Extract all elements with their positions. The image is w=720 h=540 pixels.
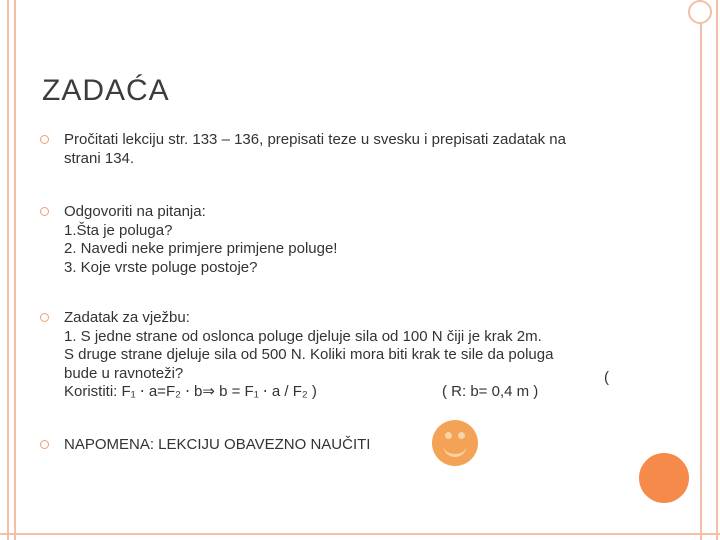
formula-line — [64, 383, 600, 402]
bullet-circle-icon — [40, 440, 49, 449]
item-text: S druge strane djeluje sila od 500 N. Koliki mora biti krak te sile da poluga — [64, 346, 554, 363]
decorative-circle-bottom — [639, 453, 689, 503]
item-text: Odgovoriti na pitanja: — [64, 203, 206, 220]
list-item — [40, 436, 600, 455]
smiley-mouth — [443, 442, 467, 457]
list-item — [40, 131, 600, 168]
bullet-circle-icon — [40, 313, 49, 322]
left-border-line — [7, 0, 9, 540]
page-title: ZADAĆA — [42, 74, 170, 107]
item-text: NAPOMENA: LEKCIJU OBAVEZNO NAUČITI — [64, 436, 371, 453]
item-text: strani 134. — [64, 149, 135, 167]
item-text: 1.Šta je poluga? — [64, 221, 173, 239]
list-item — [40, 309, 600, 402]
left-border-line — [14, 0, 16, 540]
item-text: 2. Navedi neke primjere primjene poluge! — [64, 240, 338, 257]
trailing-paren: ( — [604, 369, 609, 386]
smiley-eye — [458, 432, 465, 439]
smiley-icon — [432, 420, 478, 466]
item-text: 3. Koje vrste poluge postoje? — [64, 258, 258, 276]
formula: Koristiti: F₁ ⋅ a=F₂ ⋅ b⇒ b = F₁ ⋅ a / F₂ ) — [64, 383, 317, 400]
list-item — [40, 203, 600, 277]
item-text: Zadatak za vježbu: — [64, 309, 190, 326]
right-border-line — [716, 0, 718, 540]
item-text: 1. S jedne strane od oslonca poluge djeluje sila od 100 N čiji je krak 2m. — [64, 327, 542, 345]
item-text: Pročitati lekciju str. 133 – 136, prepisati teze u svesku i prepisati zadatak na — [64, 131, 566, 148]
answer: ( R: b= 0,4 m ) — [442, 383, 539, 400]
bullet-circle-icon — [40, 207, 49, 216]
bottom-border-line — [0, 533, 720, 535]
smiley-eye — [445, 432, 452, 439]
bullet-circle-icon — [40, 135, 49, 144]
right-border-line — [700, 0, 702, 540]
item-text: bude u ravnoteži? — [64, 364, 184, 382]
decorative-circle-top — [688, 0, 712, 24]
